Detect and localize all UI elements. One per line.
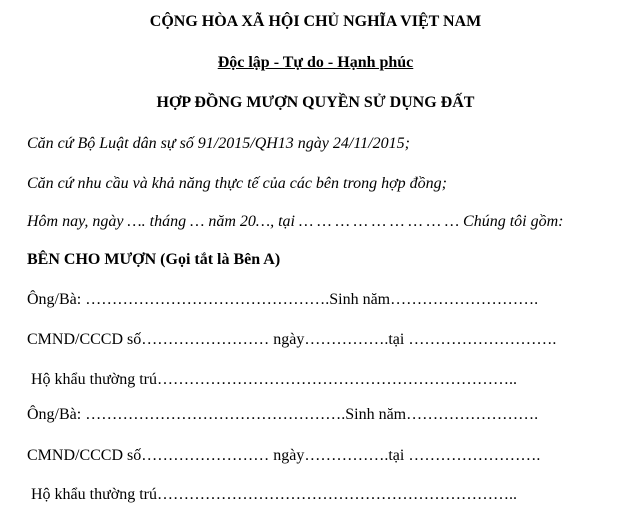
country-heading: CỘNG HÒA XÃ HỘI CHỦ NGHĨA VIỆT NAM (149, 13, 482, 30)
party-a-person1-id-line: CMND/CCCD số…………………… ngày…………….tại ………………………. (27, 331, 557, 348)
party-a-person1-name-line: Ông/Bà: ……………………………………….Sinh năm………………………. (27, 291, 539, 308)
party-a-person2-residence-line: Hộ khẩu thường trú………………………………………………………….. (31, 486, 518, 503)
party-a-person2-name-line: Ông/Bà: ………………………………………….Sinh năm……………………. (27, 406, 539, 423)
party-a-person1-residence-line: Hộ khẩu thường trú………………………………………………………….. (31, 371, 518, 388)
preamble-date-place: Hôm nay, ngày …. tháng … năm 20…, tại … … … … … … … … … Chúng tôi gồm: (27, 213, 564, 230)
preamble-needs-basis: Căn cứ nhu cầu và khả năng thực tế của các bên trong hợp đồng; (27, 175, 447, 192)
contract-title: HỢP ĐỒNG MƯỢN QUYỀN SỬ DỤNG ĐẤT (156, 94, 475, 111)
national-motto: Độc lập - Tự do - Hạnh phúc (217, 54, 414, 71)
preamble-law-basis: Căn cứ Bộ Luật dân sự số 91/2015/QH13 ngày 24/11/2015; (27, 135, 410, 152)
party-a-heading: BÊN CHO MƯỢN (Gọi tắt là Bên A) (27, 251, 281, 268)
party-a-person2-id-line: CMND/CCCD số…………………… ngày…………….tại ……………………. (27, 447, 541, 464)
